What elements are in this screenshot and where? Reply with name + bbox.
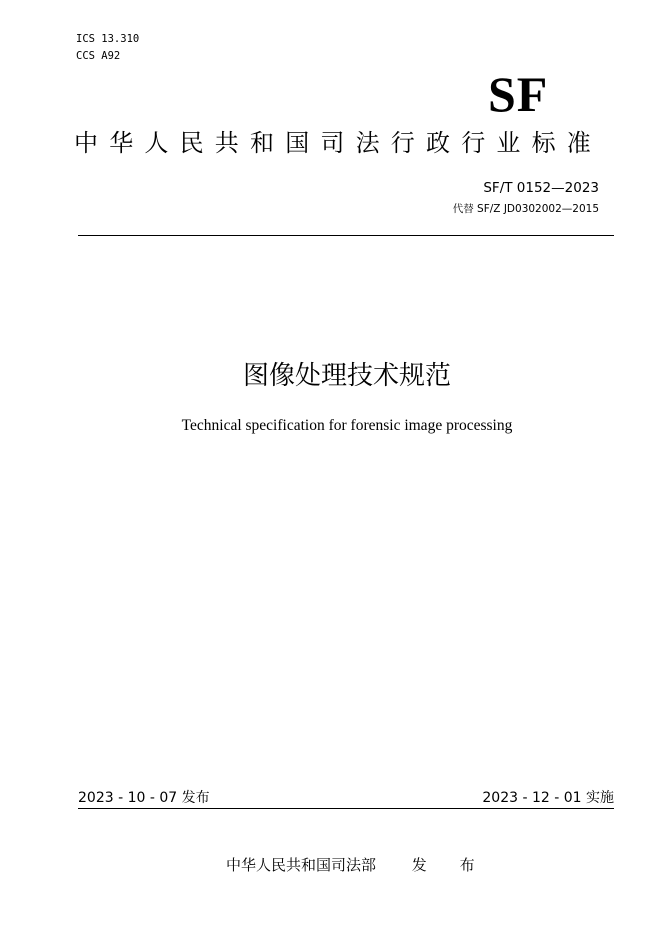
ics-code: ICS 13.310 bbox=[76, 33, 140, 45]
issue-action: 发 布 bbox=[411, 856, 489, 874]
replaces-standard: 代替 SF/Z JD0302002—2015 bbox=[452, 203, 599, 215]
issuer-line bbox=[226, 855, 489, 875]
publish-date: 2023 - 10 - 07 发布 bbox=[78, 790, 210, 806]
sf-logo-mark: SF bbox=[488, 66, 549, 122]
standard-category-title: 中华人民共和国司法行政行业标准 bbox=[74, 129, 602, 157]
ccs-code: CCS A92 bbox=[76, 50, 121, 62]
implement-date: 2023 - 12 - 01 实施 bbox=[482, 790, 614, 806]
footer-divider bbox=[78, 808, 614, 809]
document-title-chinese: 图像处理技术规范 bbox=[242, 361, 451, 391]
document-title-english: Technical specification for forensic image processing bbox=[181, 417, 513, 434]
issuer-name: 中华人民共和国司法部 bbox=[226, 856, 377, 874]
standard-number: SF/T 0152—2023 bbox=[483, 180, 599, 196]
header-divider bbox=[78, 235, 614, 236]
